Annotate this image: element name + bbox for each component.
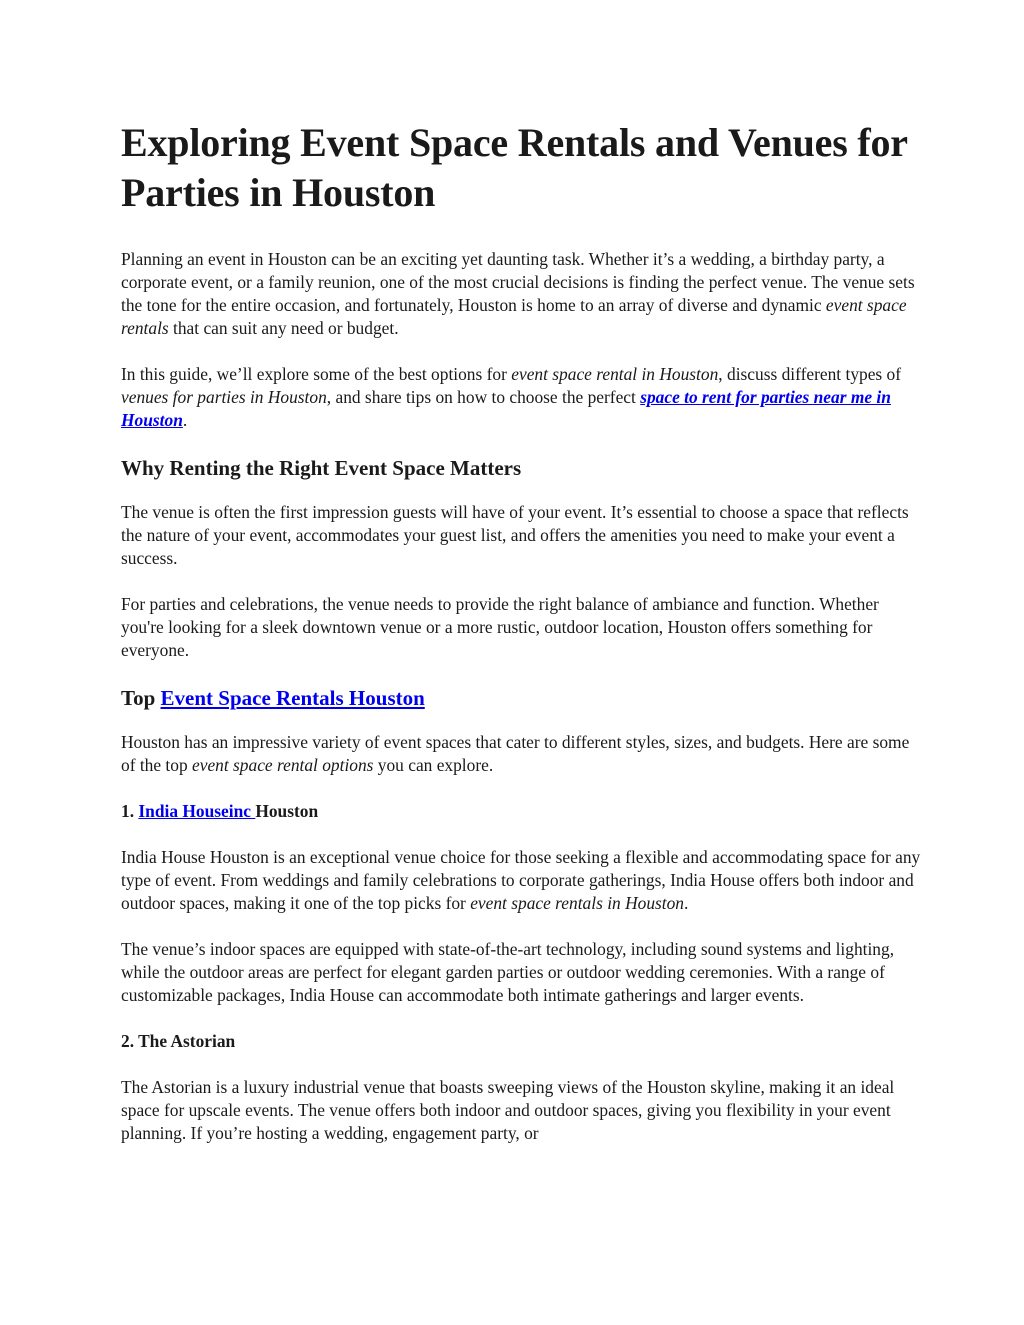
intro-p2-text-d: . [182, 410, 188, 430]
page-title: Exploring Event Space Rentals and Venues for Parties in Houston [121, 120, 908, 215]
intro-p1-text-b: that can suit any need or budget. [168, 318, 399, 338]
venue1-p1-text-a: India House Houston is an exceptional venue choice for those seeking a flexible and accommodating space for any type of event. From weddings and family celebrations to corporate gatherings, India House offers both indoor and outdoor spaces, making it one of the top picks for [121, 847, 921, 913]
venue1-heading-suffix: Houston [255, 801, 319, 821]
india-houseinc-link[interactable]: India Houseinc [138, 801, 256, 821]
section-heading-top-rentals [121, 685, 921, 711]
document-page [121, 118, 921, 1168]
venue1-p1-text-b: . [684, 893, 689, 913]
venue1-paragraph-1 [121, 846, 921, 915]
intro-p2-text-a: In this guide, we’ll explore some of the best options for [121, 364, 512, 384]
section2-p1-text-b: you can explore. [373, 755, 494, 775]
intro-p1-emphasis: event space rentals [121, 295, 907, 338]
venue-heading-india-house [121, 800, 921, 823]
section2-paragraph-1 [121, 731, 921, 777]
intro-p2-text-b: , discuss different types of [718, 364, 902, 384]
space-to-rent-link[interactable]: space to rent for parties near me in Houston [121, 387, 891, 430]
venue1-paragraph-2: The venue’s indoor spaces are equipped with state-of-the-art technology, including sound systems and lighting, while the outdoor areas are perfect for elegant garden parties or outdoor wedding ceremonies. With a range of customizable packages, India House can accommodate both intimate gatherings and larger events. [121, 939, 895, 1005]
intro-p2-emphasis-2: venues for parties in Houston [121, 387, 327, 407]
venue2-paragraph-1: The Astorian is a luxury industrial venue that boasts sweeping views of the Houston skyline, making it an ideal space for upscale events. The venue offers both indoor and outdoor spaces, giving you flexibility in your event planning. If you’re hosting a wedding, engagement party, or [121, 1077, 895, 1143]
intro-p2-emphasis-1: event space rental in Houston [511, 364, 719, 384]
venue1-heading-prefix: 1. [121, 801, 139, 821]
venue-heading-astorian: 2. The Astorian [121, 1031, 236, 1051]
intro-paragraph-1 [121, 248, 921, 340]
section-heading-why-renting: Why Renting the Right Event Space Matters [121, 456, 522, 480]
section2-p1-emphasis: event space rental options [192, 755, 374, 775]
venue1-p1-emphasis: event space rentals in Houston [470, 893, 685, 913]
section2-p1-text-a: Houston has an impressive variety of event spaces that cater to different styles, sizes, and budgets. Here are some of the top [121, 732, 910, 775]
intro-paragraph-2 [121, 363, 921, 432]
intro-p1-text-a: Planning an event in Houston can be an exciting yet daunting task. Whether it’s a wedding, a birthday party, a corporate event, or a family reunion, one of the most crucial decisions is finding the perfect venue. The venue sets the tone for the entire occasion, and fortunately, Houston is home to an array of diverse and dynamic [121, 249, 915, 315]
section2-heading-prefix: Top [121, 686, 161, 710]
intro-p2-text-c: , and share tips on how to choose the perfect [326, 387, 641, 407]
section1-paragraph-2: For parties and celebrations, the venue needs to provide the right balance of ambiance and function. Whether you're looking for a sleek downtown venue or a more rustic, outdoor location, Houston offers something for everyone. [121, 594, 879, 660]
event-space-rentals-houston-link[interactable]: Event Space Rentals Houston [160, 686, 425, 710]
section1-paragraph-1: The venue is often the first impression guests will have of your event. It’s essential to choose a space that reflects the nature of your event, accommodates your guest list, and offers the amenities you need to make your event a success. [121, 502, 909, 568]
